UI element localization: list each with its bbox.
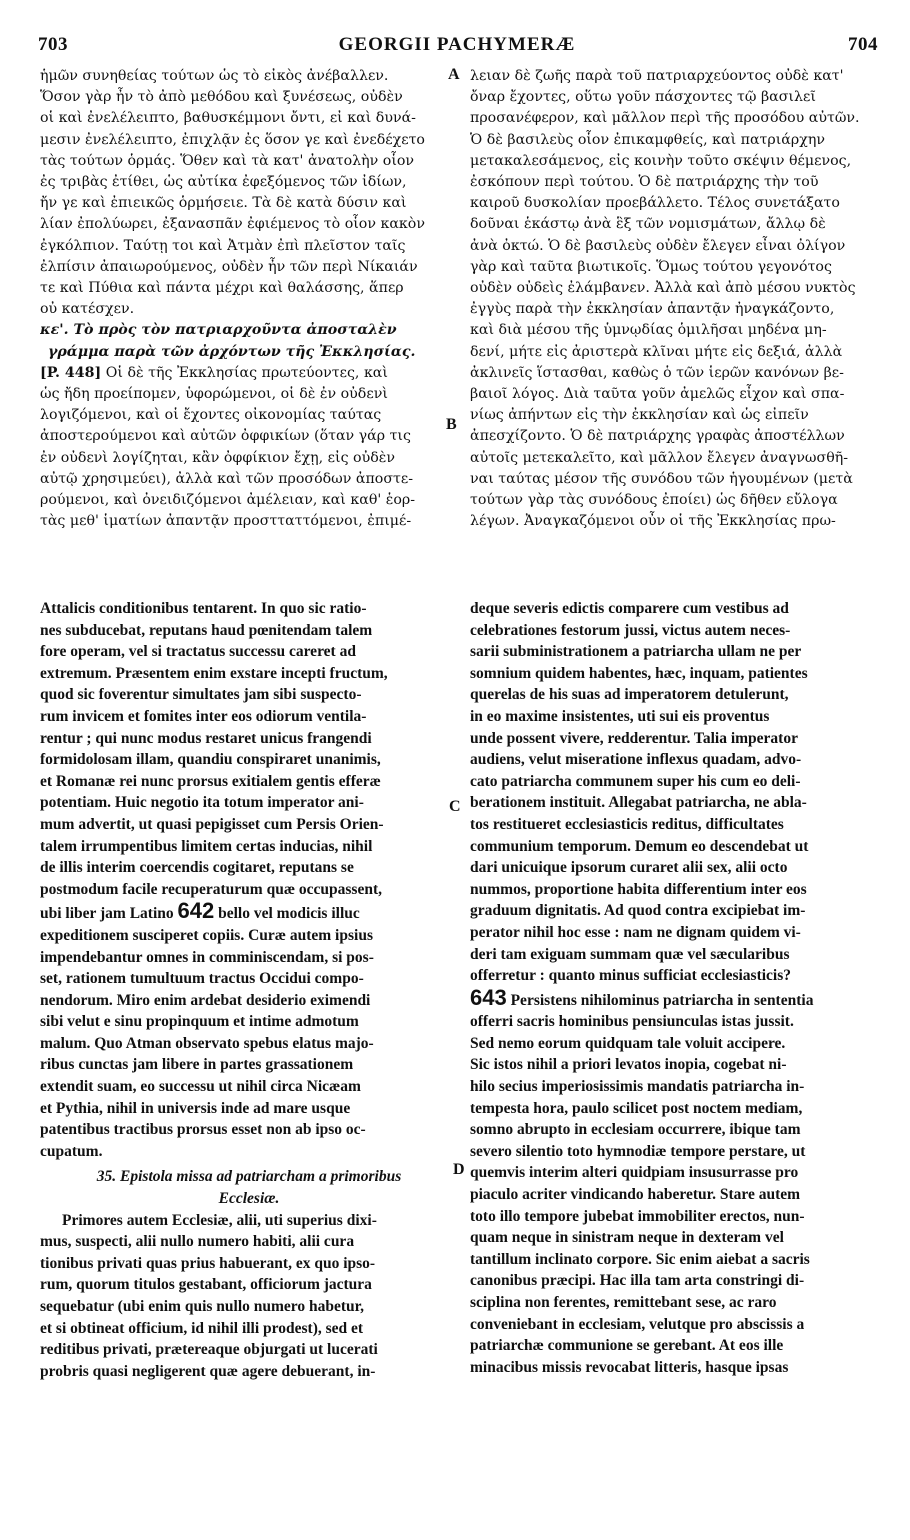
text-line: ἐγγὺς παρὰ τὴν ἐκκλησίαν ἀπαντᾷν ἠναγκάζοντο, <box>470 301 835 318</box>
latin-right-paragraph-cont <box>470 1011 880 1378</box>
text-line: quemvis interim alteri quidpiam insusurrasse pro <box>470 1164 799 1182</box>
text-line: bello vel modicis illuc <box>218 905 360 923</box>
text-line-with-number <box>470 987 880 1012</box>
text-line: hilo secius imperiosissimis mandatis patriarcha in- <box>470 1078 805 1096</box>
text-line: αὐτοῖς μετεκαλεῖτο, καὶ μᾶλλον ἔλεγεν ἀναγνωσθῆ- <box>470 449 849 466</box>
greek-column-left <box>40 66 460 532</box>
text-line: λογιζόμενοι, καὶ οἱ ἔχοντες οἰκονομίας ταύτας <box>40 407 382 424</box>
text-line: Ὁ δὲ βασιλεὺς οἷον ἐπικαμφθείς, καὶ πατριάρχην <box>470 131 825 148</box>
text-line: graduum dignitatis. Ad quod contra excipiebat im- <box>470 902 806 920</box>
text-line: ἤν γε καὶ ἐπιεικῶς ὁρμήσειε. Τὰ δὲ κατὰ δύσιν καὶ <box>40 195 407 212</box>
text-line: ἀκλινεῖς ἵστασθαι, καθὼς ὁ τῶν ἱερῶν κανόνων βε- <box>470 364 844 381</box>
text-line: δοῦναι ἑκάστῳ ἀνὰ ἓξ τῶν νομισμάτων, ἄλλῳ δὲ <box>470 216 826 233</box>
text-line: rentur ; qui nunc modus restaret unicus frangendi <box>40 729 372 747</box>
text-line: ἐσκόπουν περὶ τούτου. Ὁ δὲ πατριάρχης τὴν τοῦ <box>470 174 819 191</box>
text-line: deque severis edictis comparere cum vestibus ad <box>470 600 789 617</box>
latin-left-paragraph-cont <box>40 925 458 1163</box>
text-line: cato patriarcha communem super his cum eo deli- <box>470 772 801 790</box>
text-line: βαιοῖ λόγος. Διὰ ταῦτα γοῦν ἀμελῶς εἶχον καὶ σπα- <box>470 386 845 403</box>
text-line: reditibus privati, prætereaque objurgati ut lucerati <box>40 1341 378 1359</box>
text-line: in eo maxime insistentes, uti sui eis proventus <box>470 707 770 725</box>
text-line: nummos, proportione habita differentium inter eos <box>470 880 807 898</box>
text-line: ἐς τριβὰς ἐτίθει, ὡς αὐτίκα ἐφεξόμενος τῶν ἰδίων, <box>40 174 407 191</box>
text-line: sequebatur (ubi enim quis nullo numero habetur, <box>40 1298 365 1315</box>
text-line: rum, quorum titulos gestabant, officiorum jactura <box>40 1276 372 1294</box>
text-line: tantillum inclinato corpore. Sic enim aiebat a sacris <box>470 1250 810 1268</box>
text-line: rum invicem et fomites inter eos odiorum ventila- <box>40 707 367 725</box>
column-number-642: 642 <box>177 900 215 924</box>
latin-section-heading-line2: Ecclesiæ. <box>218 1190 280 1208</box>
text-line: μετακαλεσάμενος, εἰς κοινὴν τοῦτο σκέψιν θέμενος, <box>470 152 852 169</box>
text-line: ribus cunctas jam libere in partes grassationem <box>40 1056 354 1074</box>
text-line: ἀνὰ ὀκτώ. Ὁ δὲ βασιλεὺς οὐδὲν ἔλεγεν εἶναι ὀλίγον <box>470 237 846 254</box>
greek-column-right <box>470 66 878 532</box>
text-line: nes subducebat, reputans haud pœnitendam talem <box>40 621 373 639</box>
text-line: μεσιν ἐνελέλειπτο, ἐπιχλᾷν ἐς ὅσον γε καὶ ἐνεδέχετο <box>40 131 425 148</box>
text-line: Οἱ δὲ τῆς Ἐκκλησίας πρωτεύοντες, καὶ <box>105 364 388 381</box>
text-line: et Pythia, nihil in universis inde ad mare usque <box>40 1099 351 1117</box>
text-line: ἐγκόλπιον. Ταύτῃ τοι καὶ Ἀτμὰν ἐπὶ πλεῖστον ταῖς <box>40 237 406 254</box>
latin-section-heading-line1: 35. Epistola missa ad patriarcham a primoribus <box>96 1168 402 1186</box>
text-line: querelas de his suas ad imperatorem detulerunt, <box>470 686 789 704</box>
text-line: dari unicuique ipsorum curaret alii sex, alii octo <box>470 859 788 877</box>
latin-column-right <box>470 598 880 1378</box>
text-line: Persistens nihilominus patriarcha in sententia <box>510 991 814 1009</box>
text-line: τὰς τούτων ὁρμάς. Ὅθεν καὶ τὰ κατ' ἀνατολὴν οἷον <box>40 152 415 169</box>
page-number-right: 704 <box>848 34 878 55</box>
text-line: formidolosam illam, quandiu conspiraret unanimis, <box>40 751 381 769</box>
text-line: quam neque in sinistram neque in dexteram vel <box>470 1229 784 1247</box>
text-line: canonibus præcipi. Hac illa tam arta constringi di- <box>470 1272 805 1290</box>
text-line: offerri sacris hominibus pensiunculas istas jussit. <box>470 1013 794 1031</box>
margin-marker-b: B <box>446 416 457 433</box>
text-line: τε καὶ Πύθια καὶ πάντα μέχρι καὶ θαλάσσης, ἅπερ <box>40 280 404 297</box>
text-line: probris quasi negligerent quæ agere debuerant, in- <box>40 1362 376 1380</box>
text-line: somnium quidem habentes, hæc, inquam, patientes <box>470 664 808 682</box>
text-line: ἡμῶν συνηθείας τούτων ὡς τὸ εἰκὸς ἀνέβαλλεν. <box>40 68 389 84</box>
latin-left-paragraph-2 <box>40 1210 458 1383</box>
greek-section-heading-line1: κε'. Τὸ πρὸς τὸν πατριαρχοῦντα ἀποσταλὲν <box>40 322 397 339</box>
text-line: ubi liber jam Latino <box>40 905 174 923</box>
text-line: tos restitueret ecclesiasticis reditus, difficultates <box>470 815 784 833</box>
margin-marker-a: A <box>448 66 460 83</box>
text-line: ἀποστερούμενοι καὶ αὐτῶν ὀφφικίων (ὅταν γάρ τις <box>40 428 411 445</box>
text-line: et si obtineat officium, id nihil illi prodest), sed et <box>40 1319 364 1337</box>
text-line: quod sic foverentur simultates jam sibi suspecto- <box>40 686 362 704</box>
text-line: προσανέφερον, καὶ μᾶλλον περὶ τῆς προσόδου αὐτῶν. <box>470 110 860 127</box>
text-line: ρούμενοι, καὶ ὀνειδιζόμενοι ἀμέλειαν, καὶ καθ' ἑορ- <box>40 492 416 509</box>
text-line: potentiam. Huic negotio ita totum imperator ani- <box>40 794 364 812</box>
text-line: offerretur : quanto minus sufficiat ecclesiasticis? <box>470 967 792 985</box>
text-line: sarii subministrationem a patriarcha ullam ne per <box>470 643 802 661</box>
margin-marker-c: C <box>449 798 461 815</box>
text-line: sciplina non ferentes, remittebant sese, ac raro <box>470 1294 777 1311</box>
text-line: de illis interim coercendis cogitaret, reputans se <box>40 859 354 877</box>
text-line: Primores autem Ecclesiæ, alii, uti superius dixi- <box>62 1211 377 1229</box>
text-line: Attalicis conditionibus tentarent. In quo sic ratio- <box>40 600 367 617</box>
text-line: ἀπεσχίζοντο. Ὁ δὲ πατριάρχης γραφὰς ἀποστέλλων <box>470 428 845 445</box>
text-line: celebrationes festorum jussi, victus autem neces- <box>470 621 791 639</box>
text-line: οἱ καὶ ἐνελέλειπτο, βαθυσκέμμονι ὄντι, εἰ καὶ δυνά- <box>40 110 416 127</box>
greek-section-heading-line2: γράμμα παρὰ τῶν ἀρχόντων τῆς Ἐκκλησίας. <box>48 343 416 360</box>
text-line: audiens, velut miseratione inflexus quadam, advo- <box>470 751 802 769</box>
latin-column-left <box>40 598 458 1382</box>
text-line: patriarchæ communione se gerebant. At eos ille <box>470 1337 784 1355</box>
text-line: postmodum facile recuperaturum quæ occupassent, <box>40 880 382 898</box>
text-line: καὶ διὰ μέσου τῆς ὑμνῳδίας ὁμιλῆσαι μηδένα μη- <box>470 322 827 339</box>
text-line: communium temporum. Demum eo descendebat ut <box>470 837 809 855</box>
latin-right-paragraph <box>470 598 880 987</box>
text-line: καιροῦ δυσκολίαν προεβάλλετο. Τέλος συνετάξατο <box>470 195 840 212</box>
text-line: piaculo acriter vindicando haberetur. Stare autem <box>470 1186 801 1204</box>
text-line: ὡς ἤδη προείπομεν, ὑφορώμενοι, οἱ δὲ ἐν οὐδενὶ <box>40 386 388 403</box>
text-line: talem irrumpentibus limitem certas inducias, nihil <box>40 837 373 855</box>
text-line: mum advertit, ut quasi pepigisset cum Persis Orien- <box>40 815 384 833</box>
text-line: set, rationem tumultuum tractus Occidui compo- <box>40 970 364 988</box>
text-line: ἐν οὐδενὶ λογίζηται, κἂν ὀφφίκιον ἔχῃ, εἰς οὐδὲν <box>40 449 395 466</box>
page-reference: [P. 448] <box>40 364 102 381</box>
text-line: perator nihil hoc esse : nam ne dignam quidem vi- <box>470 923 801 941</box>
text-line-with-number <box>40 900 458 925</box>
text-line: λειαν δὲ ζωῆς παρὰ τοῦ πατριαρχεύοντος οὐδὲ κατ' <box>470 68 844 84</box>
text-line: patentibus tractibus prorsus esset non ab ipso oc- <box>40 1121 366 1139</box>
text-line: conveniebant in ecclesiam, velutque pro abscissis a <box>470 1315 805 1333</box>
text-line: et Romanæ rei nunc prorsus exitialem gentis efferæ <box>40 772 381 790</box>
text-line: tempesta hora, paulo scilicet post noctem mediam, <box>470 1099 803 1117</box>
text-line: νίως ἀπήντων εἰς τὴν ἐκκλησίαν καὶ ὡς εἰπεῖν <box>470 407 809 424</box>
text-line: Sed nemo eorum quidquam tale voluit accipere. <box>470 1034 786 1052</box>
text-line: minacibus missis revocabat litteris, hasque ipsas <box>470 1358 789 1376</box>
text-line: malum. Quo Atman observato spebus elatus majo- <box>40 1034 374 1052</box>
text-line: ὄναρ ἔχοντες, οὕτω γοῦν πάσχοντες τῷ βασιλεῖ <box>470 89 816 106</box>
text-line: οὐδὲν οὐδεὶς ἐλάμβανεν. Ἀλλὰ καὶ ἀπὸ μέσου νυκτὸς <box>470 280 856 297</box>
text-line: deri tam exiguam summam quæ vel sæcularibus <box>470 945 790 963</box>
column-number-643: 643 <box>470 986 507 1010</box>
running-title: GEORGII PACHYMERÆ <box>338 34 576 55</box>
text-line: somno abrupto in ecclesiam occurrere, ibique tam <box>470 1121 801 1139</box>
text-line: severo silentio toto hymnodiæ tempore perstare, ut <box>470 1142 806 1160</box>
text-line: nendorum. Miro enim ardebat desiderio eximendi <box>40 991 371 1009</box>
margin-marker-d: D <box>453 1161 465 1178</box>
text-line: expeditionem susciperet copiis. Curæ autem ipsius <box>40 926 373 944</box>
text-line: τὰς μεθ' ἱματίων ἀπαντᾷν προστταττόμενοι, ἐπιμέ- <box>40 513 412 530</box>
text-line: Sic istos nihil a priori levatos inopia, cogebat ni- <box>470 1056 787 1074</box>
text-line: ἐλπίσιν ἀπαιωρούμενος, οὐδὲν ἦν τῶν περὶ Νίκαιάν <box>40 258 418 275</box>
text-line: δενί, μήτε εἰς ἀριστερὰ κλῖναι μήτε εἰς δεξιά, ἀλλὰ <box>470 343 843 360</box>
text-line: λίαν ἐπολύωρει, ἐξανασπᾶν ἐφιέμενος τὸ οἷον κακὸν <box>40 216 425 233</box>
text-line: ναι ταύτας μέσον τῆς συνόδου τῶν ἡγουμένων (μετὰ <box>470 470 853 487</box>
text-line: toto illo tempore jubebat immobiliter erectos, nun- <box>470 1207 805 1225</box>
text-line: tionibus privati quas prius habuerant, ex quo ipso- <box>40 1254 376 1272</box>
page-number-left: 703 <box>38 34 68 55</box>
text-line: fore operam, vel si tractatus successu careret ad <box>40 643 356 661</box>
text-line: extendit suam, eo successu ut nihil circa Nicæam <box>40 1078 361 1096</box>
text-line: λέγων. Ἀναγκαζόμενοι οὖν οἱ τῆς Ἐκκλησίας πρω- <box>470 513 836 530</box>
text-line: berationem instituit. Allegabat patriarcha, ne abla- <box>470 794 807 812</box>
greek-left-paragraph-2 <box>40 363 460 533</box>
text-line: unde possent vivere, redderentur. Talia imperator <box>470 729 798 747</box>
text-line: mus, suspecti, alii nullo numero habiti, alii cura <box>40 1233 355 1251</box>
text-line: γὰρ καὶ ταῦτα βιωτικοῖς. Ὅμως τούτου γεγονότος <box>470 258 832 275</box>
text-line: cupatum. <box>40 1142 103 1160</box>
text-line: impendebantur omnes in comminiscendam, si pos- <box>40 948 374 966</box>
text-line: τούτων γὰρ τὰς συνόδους ἐποίει) ὡς δῆθεν εὔλογα <box>470 492 838 509</box>
text-line: Ὅσον γὰρ ἦν τὸ ἀπὸ μεθόδου καὶ ξυνέσεως, οὐδὲν <box>40 89 403 106</box>
text-line: sibi velut e sinu propinquum et intime admotum <box>40 1013 359 1031</box>
latin-left-paragraph <box>40 598 458 900</box>
text-line: αὐτῷ χρησιμεύει), ἀλλὰ καὶ τῶν προσόδων ἀποστε- <box>40 470 414 487</box>
text-line: extremum. Præsentem enim exstare incepti fructum, <box>40 664 388 682</box>
text-line: οὐ κατέσχεν. <box>40 301 135 318</box>
greek-left-paragraph <box>40 66 460 320</box>
page-header <box>36 34 878 62</box>
